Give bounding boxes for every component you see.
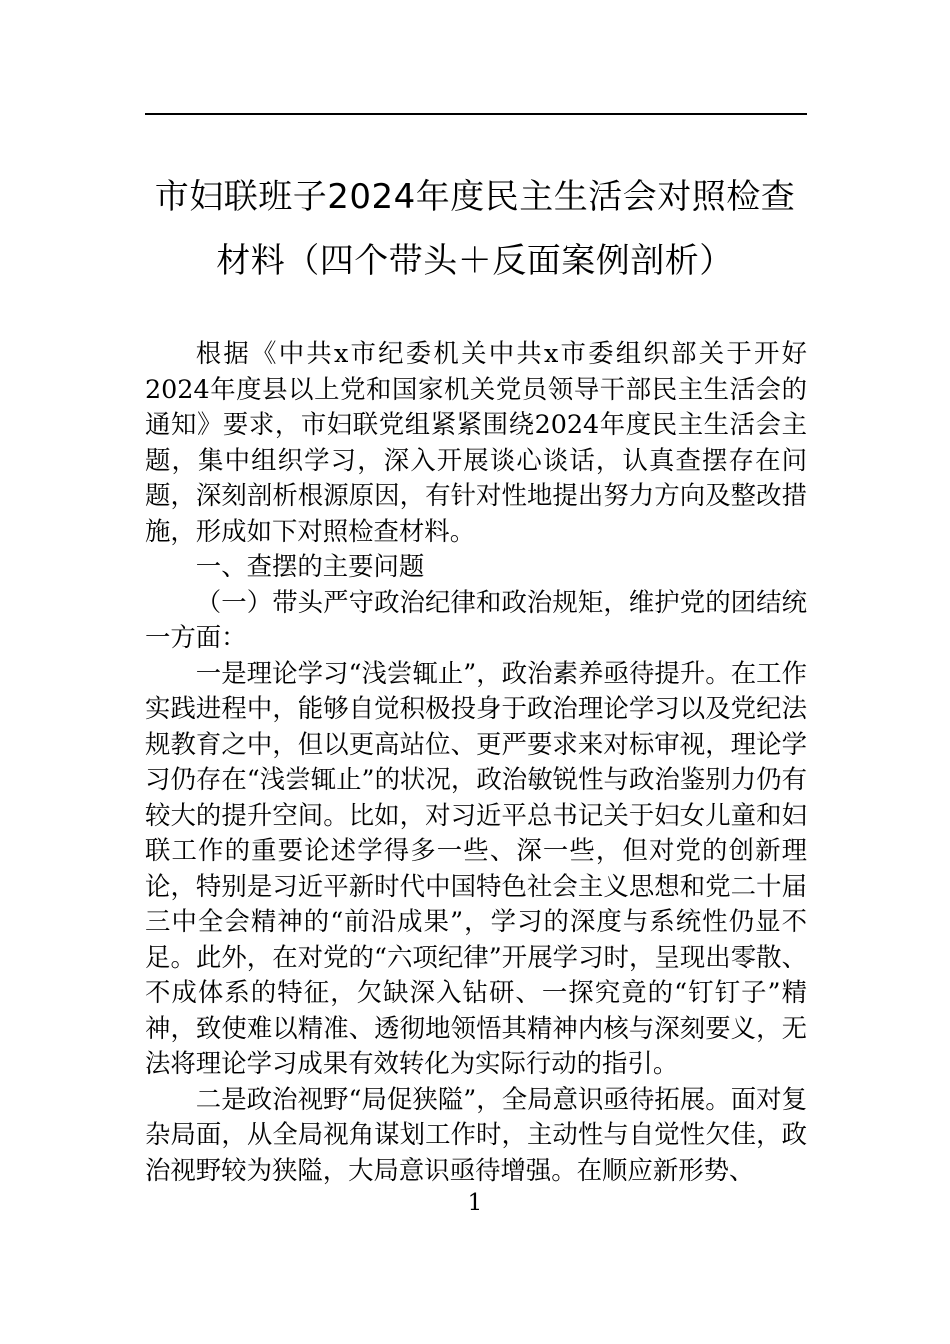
section-heading: 一、查摆的主要问题	[195, 551, 425, 581]
body-paragraph: 二是政治视野“局促狭隘”，全局意识亟待拓展。面对复杂局面，从全局视角谋划工作时，主动性与自觉性欠佳，政治视野较为狭隘，大局意识亟待增强。在顺应新形势、	[145, 1083, 807, 1185]
header-rule	[145, 113, 807, 115]
intro-paragraph: 根据《中共x市纪委机关中共x市委组织部关于开好2024年度县以上党和国家机关党员领导干部民主生活会的通知》要求，市妇联党组紧紧围绕2024年度民主生活会主题，集中组织学习，深入开展谈心谈话，认真查摆存在问题，深刻剖析根源原因，有针对性地提出努力方向及整改措施，形成如下对照检查材料。	[145, 338, 807, 546]
title-line-1: 市妇联班子2024年度民主生活会对照检查	[154, 177, 796, 217]
document-title	[120, 165, 830, 293]
document-body	[145, 336, 807, 1188]
title-line-2: 材料（四个带头＋反面案例剖析）	[216, 241, 734, 281]
subsection-heading: （一）带头严守政治纪律和政治规矩，维护党的团结统一方面：	[145, 586, 807, 652]
page-number: 1	[467, 1190, 483, 1216]
body-paragraph: 一是理论学习“浅尝辄止”，政治素养亟待提升。在工作实践进程中，能够自觉积极投身于政治理论学习以及党纪法规教育之中，但以更高站位、更严要求来对标审视，理论学习仍存在“浅尝辄止”的状况，政治敏锐性与政治鉴别力仍有较大的提升空间。比如，对习近平总书记关于妇女儿童和妇联工作的重要论述学得多一些、深一些，但对党的创新理论，特别是习近平新时代中国特色社会主义思想和党二十届三中全会精神的“前沿成果”，学习的深度与系统性仍显不足。此外，在对党的“六项纪律”开展学习时，呈现出零散、不成体系的特征，欠缺深入钻研、一探究竟的“钉钉子”精神，致使难以精准、透彻地领悟其精神内核与深刻要义，无法将理论学习成果有效转化为实际行动的指引。	[145, 657, 807, 1078]
